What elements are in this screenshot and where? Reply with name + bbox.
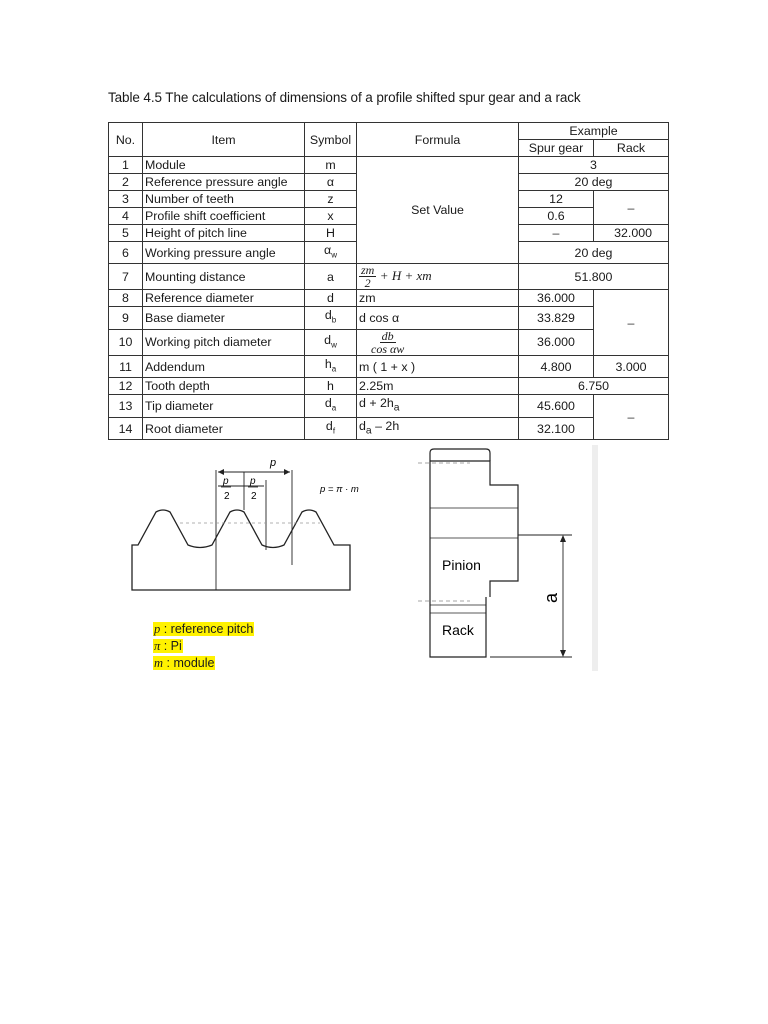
row-item: Profile shift coefficient — [143, 208, 305, 225]
row-spur-value: 32.100 — [519, 417, 594, 439]
header-no: No. — [109, 123, 143, 157]
working-pitch-formula — [357, 329, 519, 355]
row-spur-value: 4.800 — [519, 355, 594, 377]
row-no: 5 — [109, 225, 143, 242]
row-no: 3 — [109, 191, 143, 208]
header-item: Item — [143, 123, 305, 157]
legend-symbol: p — [154, 622, 161, 636]
mounting-distance-formula — [357, 264, 519, 290]
row-rack-value: – — [594, 191, 669, 225]
figure-edge-strip — [592, 445, 598, 671]
row-symbol: m — [305, 157, 357, 174]
pitch-label: p — [270, 457, 277, 469]
table-row — [109, 378, 669, 395]
row-no: 2 — [109, 174, 143, 191]
row-value: 51.800 — [519, 264, 669, 290]
table-row — [109, 290, 669, 307]
row-no: 14 — [109, 417, 143, 439]
row-symbol: $d_f$ — [305, 417, 357, 439]
half-pitch-num-2: p — [250, 476, 256, 487]
row-symbol: $d_w$ — [305, 329, 357, 355]
header-symbol: Symbol — [305, 123, 357, 157]
row-no: 10 — [109, 329, 143, 355]
table-row — [109, 264, 669, 290]
row-symbol: z — [305, 191, 357, 208]
row-symbol: $h_a$ — [305, 355, 357, 377]
row-symbol: d — [305, 290, 357, 307]
rack-profile-figure — [120, 450, 380, 610]
row-symbol: $d_a$ — [305, 395, 357, 417]
row-no: 6 — [109, 242, 143, 264]
row-no: 12 — [109, 378, 143, 395]
row-value: 3 — [519, 157, 669, 174]
row-symbol: h — [305, 378, 357, 395]
row-item: Reference diameter — [143, 290, 305, 307]
row-item: Module — [143, 157, 305, 174]
row-formula: $d_a - 2h$ — [357, 417, 519, 439]
row-item: Reference pressure angle — [143, 174, 305, 191]
legend-symbol: π — [154, 639, 161, 653]
rack-outline — [132, 510, 350, 590]
row-spur-value: 0.6 — [519, 208, 594, 225]
row-item: Height of pitch line — [143, 225, 305, 242]
row-item: Tip diameter — [143, 395, 305, 417]
legend-text: : module — [163, 656, 215, 670]
legend-text: : Pi — [160, 639, 182, 653]
row-rack-value: 3.000 — [594, 355, 669, 377]
row-formula: zm — [357, 290, 519, 307]
formula-denominator: 2 — [364, 276, 371, 290]
table-row — [109, 329, 669, 355]
table-row — [109, 395, 669, 417]
formula-denominator: cos αw — [371, 341, 405, 356]
row-formula: 2.25m — [357, 378, 519, 395]
rack-label: Rack — [442, 622, 474, 638]
pinion-outline — [430, 449, 518, 597]
header-spur-gear: Spur gear — [519, 140, 594, 157]
centerlines — [418, 463, 470, 601]
row-symbol: $d_b$ — [305, 307, 357, 329]
row-symbol: a — [305, 264, 357, 290]
row-item: Number of teeth — [143, 191, 305, 208]
row-rack-value: – — [594, 395, 669, 440]
row-formula: $d + 2h_a$ — [357, 395, 519, 417]
row-no: 7 — [109, 264, 143, 290]
formula-numerator: zm — [361, 263, 375, 278]
row-no: 1 — [109, 157, 143, 174]
row-item: Root diameter — [143, 417, 305, 439]
half-pitch-den-1: 2 — [224, 491, 230, 502]
row-spur-value: 36.000 — [519, 290, 594, 307]
header-formula: Formula — [357, 123, 519, 157]
row-rack-value: 32.000 — [594, 225, 669, 242]
row-value: 20 deg — [519, 174, 669, 191]
half-pitch-den-2: 2 — [251, 491, 257, 502]
row-formula: d cos α — [357, 307, 519, 329]
row-formula: m ( 1 + x ) — [357, 355, 519, 377]
row-spur-value: 33.829 — [519, 307, 594, 329]
header-example: Example — [519, 123, 669, 140]
row-symbol: H — [305, 225, 357, 242]
legend-item — [153, 638, 254, 655]
row-rack-value: – — [594, 290, 669, 355]
distance-label: a — [541, 592, 561, 603]
row-no: 4 — [109, 208, 143, 225]
row-spur-value: 45.600 — [519, 395, 594, 417]
row-value: 6.750 — [519, 378, 669, 395]
row-item: Base diameter — [143, 307, 305, 329]
row-no: 8 — [109, 290, 143, 307]
table-row — [109, 157, 669, 174]
legend-item — [153, 655, 254, 672]
row-item: Mounting distance — [143, 264, 305, 290]
half-pitch-num-1: p — [223, 476, 229, 487]
row-spur-value: 12 — [519, 191, 594, 208]
pinion-label: Pinion — [442, 557, 481, 573]
row-no: 13 — [109, 395, 143, 417]
row-value: 20 deg — [519, 242, 669, 264]
set-value-cell: Set Value — [357, 157, 519, 264]
row-spur-value: – — [519, 225, 594, 242]
assembly-figure — [410, 445, 600, 675]
row-symbol: α — [305, 174, 357, 191]
formula-remainder: + H + xm — [379, 268, 432, 284]
legend-item — [153, 621, 254, 638]
row-no: 9 — [109, 307, 143, 329]
table-row — [109, 355, 669, 377]
legend-text: : reference pitch — [160, 622, 254, 636]
table-caption: Table 4.5 The calculations of dimensions of a profile shifted spur gear and a rack — [108, 90, 581, 105]
header-row — [109, 123, 669, 140]
row-symbol: x — [305, 208, 357, 225]
row-no: 11 — [109, 355, 143, 377]
table-row — [109, 417, 669, 439]
header-rack: Rack — [594, 140, 669, 157]
formula-numerator: db — [381, 329, 394, 343]
pitch-relation: p = π · m — [320, 484, 359, 495]
row-item: Tooth depth — [143, 378, 305, 395]
row-item: Working pitch diameter — [143, 329, 305, 355]
legend-symbol: m — [154, 656, 164, 670]
table-row — [109, 307, 669, 329]
row-symbol: $\alpha_w$ — [305, 242, 357, 264]
row-spur-value: 36.000 — [519, 329, 594, 355]
legend — [153, 621, 254, 672]
row-item: Addendum — [143, 355, 305, 377]
row-item: Working pressure angle — [143, 242, 305, 264]
dimensions-table — [108, 122, 669, 440]
